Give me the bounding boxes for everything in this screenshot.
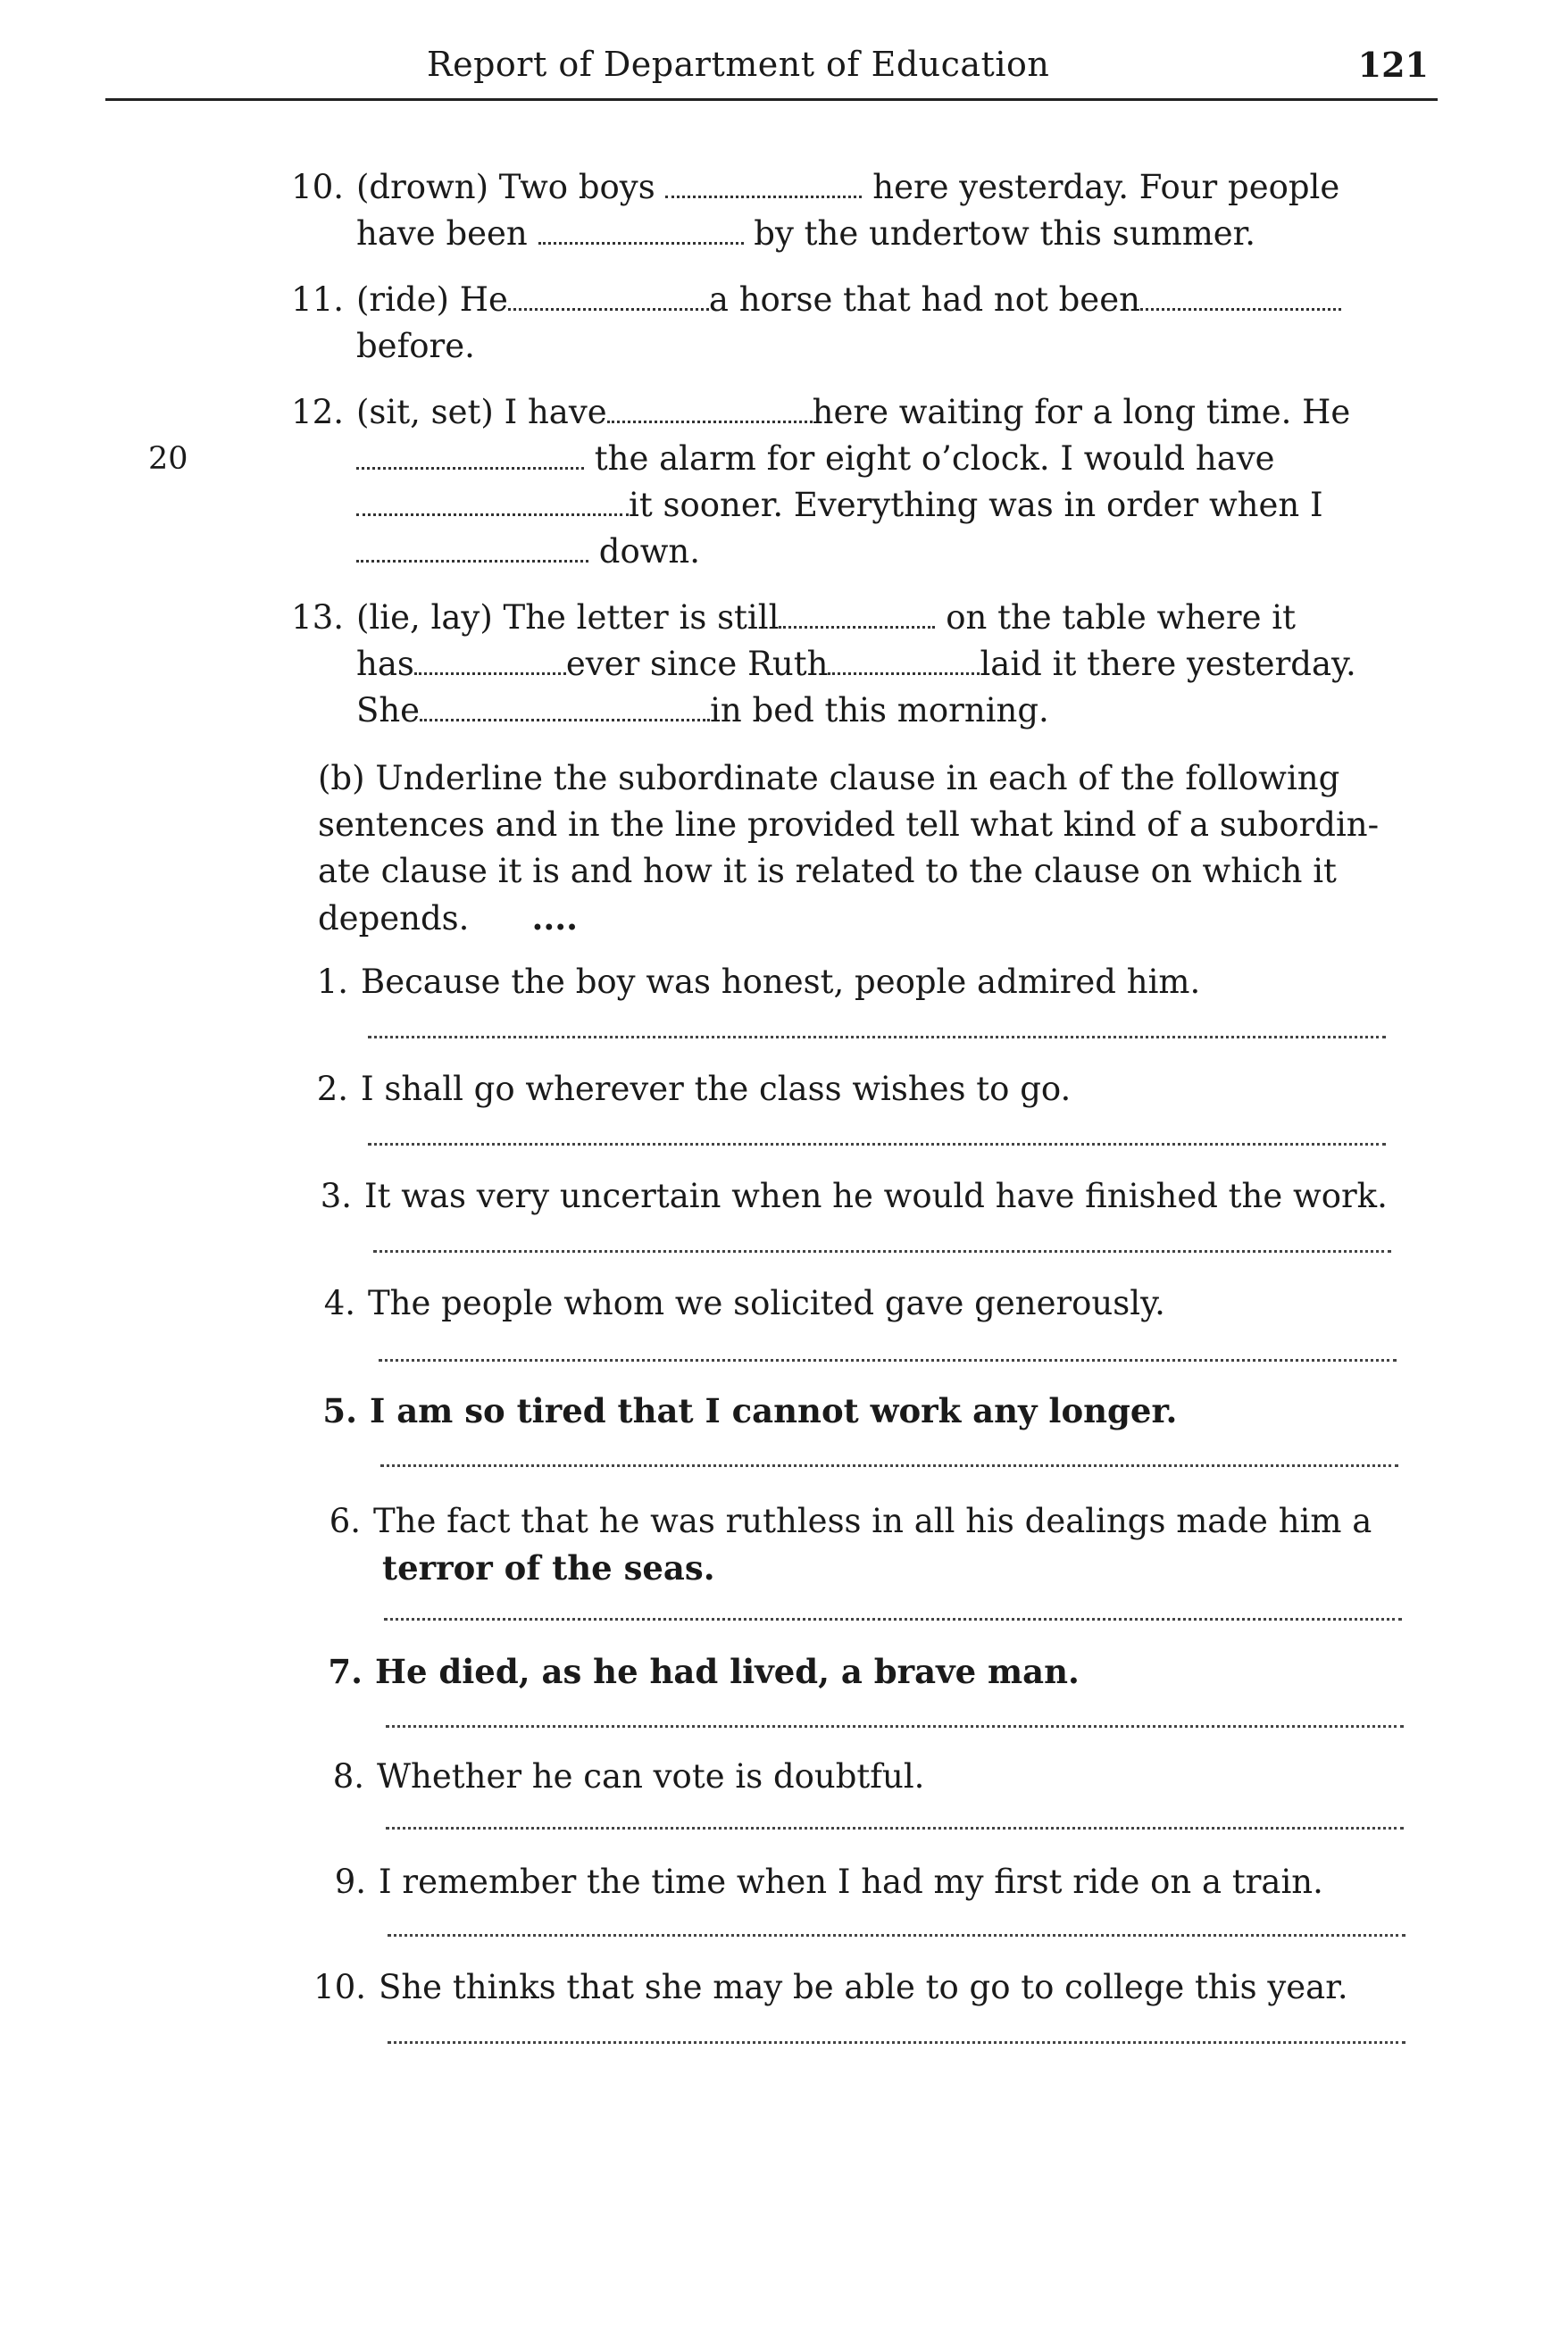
part-b-instructions bbox=[318, 755, 1379, 941]
running-title: Report of Department of Education bbox=[427, 45, 1050, 84]
sentence-10 bbox=[307, 1968, 1348, 2006]
sentence-text: It was very uncertain when he would have finished the work. bbox=[364, 1177, 1388, 1215]
sentence-number: 2. bbox=[316, 1070, 348, 1108]
sentence-number: 1. bbox=[316, 963, 348, 1001]
item-text: (lie, lay) The letter is still bbox=[356, 598, 780, 637]
item-text: the alarm for eight o’clock. I would have bbox=[594, 439, 1275, 478]
answer-line-6[interactable] bbox=[384, 1618, 1402, 1621]
instruction-line: (b) Underline the subordinate clause in each of the following bbox=[318, 759, 1340, 797]
sentence-text: Because the boy was honest, people admired him. bbox=[361, 963, 1201, 1001]
blank-line[interactable] bbox=[665, 187, 862, 198]
item-text: She bbox=[356, 691, 421, 729]
item-text: (ride) He bbox=[356, 280, 508, 319]
item-number: 11. bbox=[291, 280, 344, 319]
exercise-item-11 bbox=[268, 277, 1341, 370]
sentence-text: terror of the seas. bbox=[382, 1548, 715, 1588]
sentence-3 bbox=[307, 1177, 1388, 1215]
item-text: it sooner. Everything was in order when I bbox=[629, 486, 1323, 524]
item-text: laid it there yesterday. bbox=[980, 645, 1356, 683]
item-text: have been bbox=[356, 214, 528, 253]
item-text: ever since Ruth bbox=[565, 645, 829, 683]
sentence-7 bbox=[318, 1652, 1080, 1691]
answer-line-10[interactable] bbox=[388, 2041, 1405, 2044]
sentence-2 bbox=[304, 1070, 1071, 1108]
item-number: 13. bbox=[291, 598, 344, 637]
sentence-text: He died, as he had lived, a brave man. bbox=[375, 1652, 1080, 1691]
answer-line-5[interactable] bbox=[380, 1464, 1398, 1467]
sentence-9 bbox=[321, 1863, 1323, 1901]
item-text: by the undertow this summer. bbox=[754, 214, 1256, 253]
sentence-number: 9. bbox=[334, 1863, 366, 1901]
answer-line-8[interactable] bbox=[386, 1827, 1404, 1830]
blank-line[interactable] bbox=[508, 299, 709, 311]
item-text: before. bbox=[356, 327, 475, 365]
sentence-8 bbox=[320, 1757, 924, 1796]
sentence-text: I shall go wherever the class wishes to go. bbox=[361, 1070, 1072, 1108]
sentence-number: 10. bbox=[313, 1968, 366, 2006]
item-text: a horse that had not been bbox=[708, 280, 1140, 319]
sentence-6 bbox=[316, 1498, 1372, 1592]
answer-line-7[interactable] bbox=[386, 1725, 1404, 1728]
item-text: (sit, set) I have bbox=[356, 393, 607, 431]
blank-line[interactable] bbox=[356, 504, 629, 516]
item-text: down. bbox=[598, 532, 700, 571]
item-text: on the table where it bbox=[946, 598, 1296, 637]
blank-line[interactable] bbox=[607, 412, 813, 423]
item-text: in bed this morning. bbox=[710, 691, 1049, 729]
item-text: here yesterday. Four people bbox=[872, 168, 1340, 206]
sentence-number: 7. bbox=[328, 1652, 363, 1691]
sentence-text: I am so tired that I cannot work any longer. bbox=[370, 1391, 1178, 1430]
blank-line[interactable] bbox=[420, 710, 710, 721]
margin-line-number: 20 bbox=[148, 441, 188, 477]
answer-line-3[interactable] bbox=[373, 1250, 1391, 1253]
sentence-1 bbox=[304, 963, 1200, 1001]
item-text: has bbox=[356, 645, 414, 683]
exercise-item-12 bbox=[268, 389, 1350, 575]
instruction-line: ate clause it is and how it is related to the clause on which it bbox=[318, 852, 1337, 890]
blank-line[interactable] bbox=[828, 663, 980, 675]
sentence-number: 5. bbox=[322, 1391, 357, 1430]
answer-line-4[interactable] bbox=[379, 1359, 1397, 1362]
sentence-number: 6. bbox=[329, 1502, 361, 1540]
blank-line[interactable] bbox=[356, 551, 588, 563]
item-text: (drown) Two boys bbox=[356, 168, 655, 206]
blank-line[interactable] bbox=[356, 458, 584, 470]
sentence-number: 8. bbox=[332, 1757, 364, 1796]
blank-line[interactable] bbox=[779, 617, 935, 629]
sentence-number: 3. bbox=[320, 1177, 352, 1215]
answer-line-9[interactable] bbox=[388, 1934, 1405, 1937]
sentence-text: She thinks that she may be able to go to college this year. bbox=[379, 1968, 1348, 2006]
item-text: here waiting for a long time. He bbox=[812, 393, 1351, 431]
instruction-line: depends. bbox=[318, 899, 470, 938]
answer-line-2[interactable] bbox=[368, 1143, 1386, 1146]
sentence-number: 4. bbox=[323, 1284, 355, 1322]
sentence-text: The people whom we solicited gave generously. bbox=[368, 1284, 1165, 1322]
blank-line[interactable] bbox=[1140, 299, 1341, 311]
item-number: 10. bbox=[291, 168, 344, 206]
answer-line-1[interactable] bbox=[368, 1036, 1386, 1038]
instruction-line: sentences and in the line provided tell what kind of a subordin- bbox=[318, 805, 1380, 844]
sentence-5 bbox=[313, 1391, 1177, 1430]
sentence-text: The fact that he was ruthless in all his dealings made him a bbox=[373, 1502, 1372, 1540]
blank-line[interactable] bbox=[538, 233, 744, 245]
sentence-4 bbox=[311, 1284, 1165, 1322]
sentence-text: I remember the time when I had my first ride on a train. bbox=[379, 1863, 1323, 1901]
blank-line[interactable] bbox=[414, 663, 566, 675]
exercise-item-13 bbox=[268, 595, 1356, 734]
stray-dots: .... bbox=[531, 898, 578, 938]
page-number: 121 bbox=[1357, 45, 1429, 85]
page-header bbox=[105, 45, 1438, 101]
item-number: 12. bbox=[291, 393, 344, 431]
exercise-item-10 bbox=[268, 164, 1339, 257]
sentence-text: Whether he can vote is doubtful. bbox=[377, 1757, 925, 1796]
